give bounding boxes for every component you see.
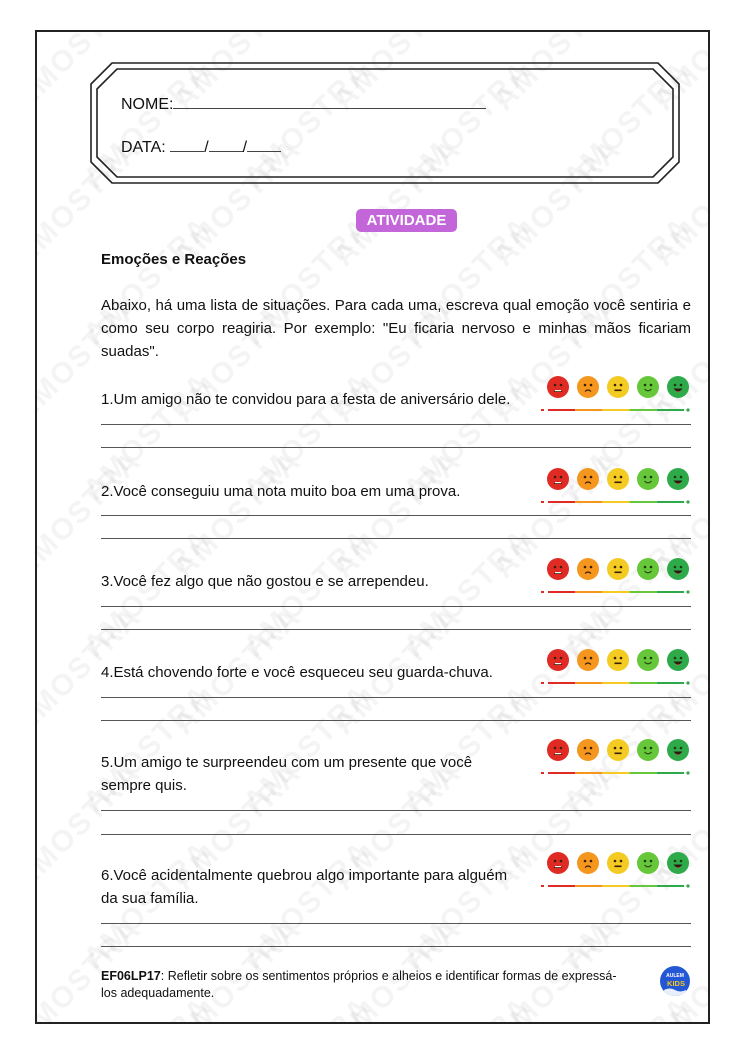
- sad-face-icon[interactable]: [577, 739, 599, 761]
- date-day-blank[interactable]: [170, 137, 204, 152]
- very-upset-face-icon[interactable]: [547, 376, 569, 398]
- answer-line[interactable]: [101, 606, 691, 607]
- date-month-blank[interactable]: [209, 137, 243, 152]
- logo-top-text: AULEM: [666, 973, 684, 979]
- date-field[interactable]: [121, 137, 281, 157]
- very-upset-face-icon[interactable]: [547, 558, 569, 580]
- emotion-scale: [541, 468, 691, 508]
- smile-face-icon[interactable]: [637, 739, 659, 761]
- very-happy-face-icon[interactable]: [667, 376, 689, 398]
- answer-line[interactable]: [101, 697, 691, 698]
- instructions-paragraph: Abaixo, há uma lista de situações. Para cada uma, escreva qual emoção você sentiria e como seu corpo reagiria. Por exemplo: "Eu ficaria nervoso e minhas mãos ficariam suadas".: [101, 297, 691, 360]
- very-happy-face-icon[interactable]: [667, 649, 689, 671]
- smile-face-icon[interactable]: [637, 649, 659, 671]
- sad-face-icon[interactable]: [577, 649, 599, 671]
- very-happy-face-icon[interactable]: [667, 468, 689, 490]
- very-upset-face-icon[interactable]: [547, 739, 569, 761]
- very-happy-face-icon[interactable]: [667, 852, 689, 874]
- emotion-scale: [541, 739, 691, 779]
- very-upset-face-icon[interactable]: [547, 468, 569, 490]
- emotion-scale: [541, 649, 691, 689]
- question-text: 5.Um amigo te surpreendeu com um presente que você sempre quis.: [101, 754, 473, 794]
- name-label: NOME:: [121, 96, 174, 113]
- neutral-face-icon[interactable]: [607, 558, 629, 580]
- sad-face-icon[interactable]: [577, 852, 599, 874]
- question-text: 3.Você fez algo que não gostou e se arrependeu.: [101, 573, 429, 590]
- neutral-face-icon[interactable]: [607, 376, 629, 398]
- question-text: 6.Você acidentalmente quebrou algo importante para alguém da sua família.: [101, 867, 508, 907]
- answer-line[interactable]: [101, 810, 691, 811]
- emotion-scale: [541, 558, 691, 598]
- name-field[interactable]: [121, 94, 486, 114]
- emotion-scale: [541, 376, 691, 416]
- publisher-logo: [660, 966, 690, 996]
- neutral-face-icon[interactable]: [607, 852, 629, 874]
- smile-face-icon[interactable]: [637, 558, 659, 580]
- answer-line[interactable]: [101, 946, 691, 947]
- answer-line[interactable]: [101, 629, 691, 630]
- emotion-intensity-bar: [541, 675, 691, 685]
- answer-line[interactable]: [101, 538, 691, 539]
- emotion-intensity-bar: [541, 402, 691, 412]
- skill-code: EF06LP17: [101, 969, 161, 983]
- answer-line[interactable]: [101, 923, 691, 924]
- neutral-face-icon[interactable]: [607, 468, 629, 490]
- emotion-intensity-bar: [541, 584, 691, 594]
- activity-badge: ATIVIDADE: [356, 209, 457, 232]
- activity-title: Emoções e Reações: [101, 251, 247, 268]
- name-blank-line[interactable]: [173, 94, 486, 109]
- smile-face-icon[interactable]: [637, 376, 659, 398]
- sad-face-icon[interactable]: [577, 468, 599, 490]
- date-separator: /: [242, 139, 248, 156]
- header-frame: [90, 62, 680, 184]
- neutral-face-icon[interactable]: [607, 649, 629, 671]
- emotion-intensity-bar: [541, 765, 691, 775]
- date-label: DATA:: [121, 139, 166, 156]
- answer-line[interactable]: [101, 834, 691, 835]
- question-text: 4.Está chovendo forte e você esqueceu seu guarda-chuva.: [101, 664, 493, 681]
- neutral-face-icon[interactable]: [607, 739, 629, 761]
- question-text: 1.Um amigo não te convidou para a festa de aniversário dele.: [101, 391, 511, 408]
- answer-line[interactable]: [101, 424, 691, 425]
- very-happy-face-icon[interactable]: [667, 558, 689, 580]
- answer-line[interactable]: [101, 720, 691, 721]
- answer-line[interactable]: [101, 515, 691, 516]
- student-info-box: [90, 62, 680, 184]
- sad-face-icon[interactable]: [577, 558, 599, 580]
- emotion-scale: [541, 852, 691, 892]
- sad-face-icon[interactable]: [577, 376, 599, 398]
- question-text: 2.Você conseguiu uma nota muito boa em uma prova.: [101, 483, 461, 500]
- very-happy-face-icon[interactable]: [667, 739, 689, 761]
- answer-line[interactable]: [101, 447, 691, 448]
- smile-face-icon[interactable]: [637, 852, 659, 874]
- logo-bottom-text: KIDS: [667, 979, 685, 988]
- skill-description: : Refletir sobre os sentimentos próprios e alheios e identificar formas de expressá-los adequadamente.: [101, 969, 617, 1000]
- date-separator: /: [204, 139, 209, 156]
- emotion-intensity-bar: [541, 494, 691, 504]
- very-upset-face-icon[interactable]: [547, 852, 569, 874]
- smile-face-icon[interactable]: [637, 468, 659, 490]
- date-year-blank[interactable]: [247, 137, 281, 152]
- skill-footer: [101, 968, 631, 1002]
- emotion-intensity-bar: [541, 878, 691, 888]
- very-upset-face-icon[interactable]: [547, 649, 569, 671]
